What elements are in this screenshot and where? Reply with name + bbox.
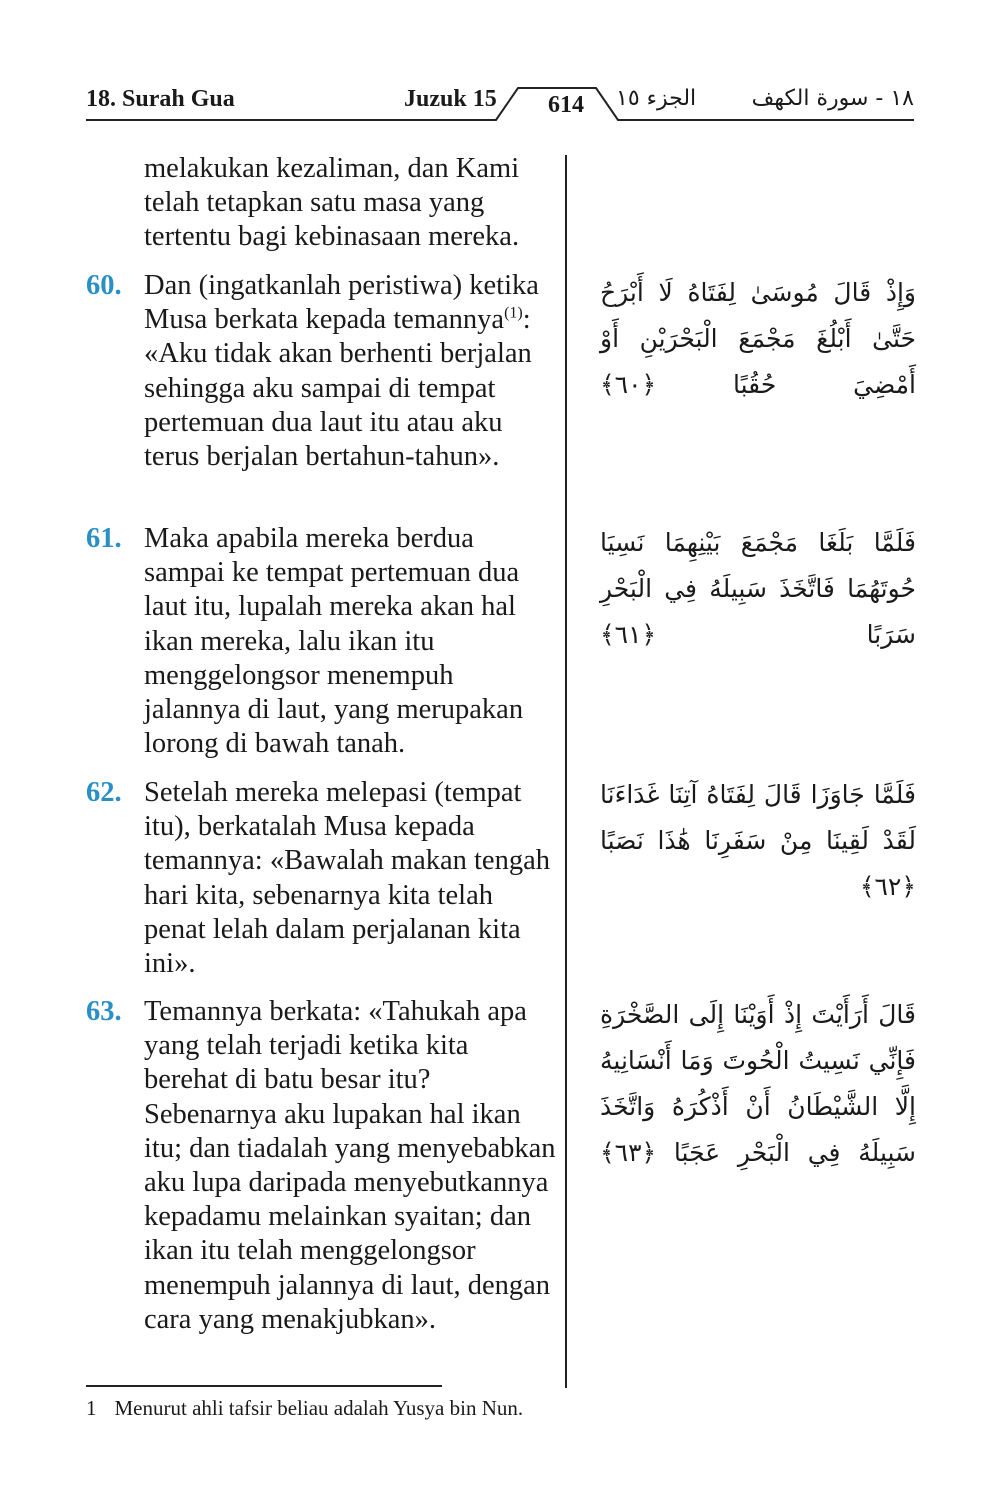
- verse-62-arabic: فَلَمَّا جَاوَزَا قَالَ لِفَتَاهُ آتِنَا غَدَاءَنَا لَقَدْ لَقِينَا مِنْ سَفَرِنَا هَٰذَا نَصَبًا ﴿٦٢﴾: [600, 780, 916, 901]
- page-header: [86, 82, 914, 122]
- verse-text: Maka apabila mereka berdua sampai ke tempat pertemuan dua laut itu, lupalah mereka akan hal ikan mereka, lalu ikan itu menggelongsor menempuh jalannya di laut, yang merupakan lorong di bawah tanah.: [144, 523, 524, 760]
- verse-number: 63.: [86, 996, 122, 1027]
- page-number: 614: [548, 92, 584, 118]
- continuation-text: melakukan kezaliman, dan Kami telah tetapkan satu masa yang tertentu bagi kebinasaan mereka.: [144, 153, 520, 253]
- juz-label-latin: Juzuk 15: [404, 86, 497, 112]
- verse-61-arabic: فَلَمَّا بَلَغَا مَجْمَعَ بَيْنِهِمَا نَسِيَا حُوتَهُمَا فَاتَّخَذَ سَبِيلَهُ فِي الْبَحْرِ سَرَبًا ﴿٦١﴾: [600, 528, 916, 649]
- verse-number: 62.: [86, 777, 122, 808]
- verse-number: 60.: [86, 270, 122, 301]
- verse-63-translation: [86, 995, 556, 1337]
- footnote-number: 1: [86, 1396, 97, 1420]
- surah-title-latin: 18. Surah Gua: [86, 86, 235, 112]
- verse-text-cont: : «Aku tidak akan berhenti berjalan sehingga aku sampai di tempat pertemuan dua laut itu atau aku terus berjalan bertahun-tahun».: [144, 304, 532, 473]
- verse-60-translation: [86, 269, 556, 474]
- verse-63-arabic: قَالَ أَرَأَيْتَ إِذْ أَوَيْنَا إِلَى الصَّخْرَةِ فَإِنِّي نَسِيتُ الْحُوتَ وَمَا أَنْسَانِيهُ إِلَّا الشَّيْطَانُ أَنْ أَذْكُرَهُ وَاتَّخَذَ سَبِيلَهُ فِي الْبَحْرِ عَجَبًا ﴿٦٣﴾: [600, 1000, 916, 1167]
- footnote-ref: (1): [504, 304, 523, 322]
- footnote: [86, 1396, 523, 1421]
- verse-text: Temannya berkata: «Tahukah apa yang telah terjadi ketika kita berehat di batu besar itu? Sebenarnya aku lupakan hal ikan itu; dan tiadalah yang menyebabkan aku lupa daripada menyebutkannya kepadamu melainkan syaitan; dan ikan itu telah menggelongsor menempuh jalannya di laut, dengan cara yang menakjubkan».: [144, 996, 556, 1335]
- verse-60-arabic: وَإِذْ قَالَ مُوسَىٰ لِفَتَاهُ لَا أَبْرَحُ حَتَّىٰ أَبْلُغَ مَجْمَعَ الْبَحْرَيْنِ أَوْ أَمْضِيَ حُقُبًا ﴿٦٠﴾: [600, 278, 916, 399]
- verse-61-translation: [86, 522, 556, 761]
- verse-text: Setelah mereka melepasi (tempat itu), berkatalah Musa kepada temannya: «Bawalah makan tengah hari kita, sebenarnya kita telah penat lelah dalam perjalanan kita ini».: [144, 777, 550, 980]
- column-divider: [565, 155, 567, 1388]
- verse-62-translation: [86, 776, 556, 981]
- footnote-rule: [86, 1385, 442, 1387]
- verse-text: Dan (ingatkanlah peristiwa) ketika Musa berkata kepada temannya: [144, 270, 539, 336]
- surah-title-arabic: ١٨ - سورة الكهف: [751, 86, 914, 111]
- footnote-text: Menurut ahli tafsir beliau adalah Yusya bin Nun.: [114, 1396, 524, 1420]
- verse-number: 61.: [86, 523, 122, 554]
- juz-label-arabic: الجزء ١٥: [616, 86, 697, 111]
